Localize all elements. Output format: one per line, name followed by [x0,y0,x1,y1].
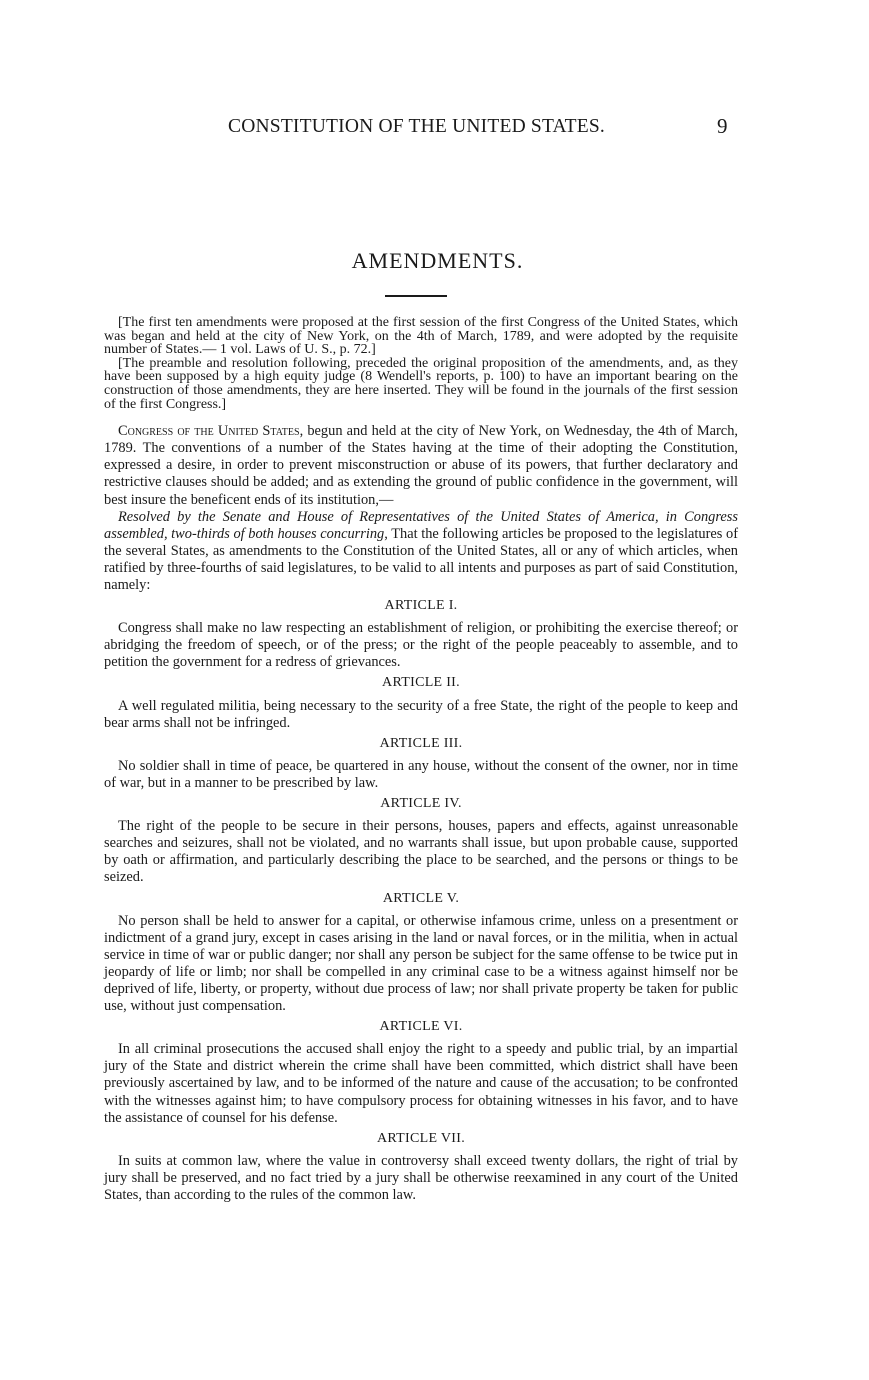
preamble-lead: Congress of the United States [118,423,300,440]
article-title: ARTICLE III. [379,735,463,751]
article-text: No person shall be held to answer for a capital, or otherwise infamous crime, unless on a presentment or indictment of a grand jury, except in cases arising in the land or naval forces, or in the militia, when in actual service in time of war or public danger; nor shall any person be subject for the same offense to be twice put in jeopardy of life or limb; nor shall be compelled in any criminal case to be a witness against himself nor be deprived of life, liberty, or property, without due process of law; nor shall private property be taken for public use, without just compensation. [104,912,738,1015]
article-text: A well regulated militia, being necessary to the security of a free State, the right of the people to keep and bear arms shall not be infringed. [104,697,738,731]
editorial-note: [The first ten amendments were proposed at the first session of the first Congress of the United States, which was began and held at the city of New York, on the 4th of March, 1789, and were adopted by the requisite number of States.— 1 vol. Laws of U. S., p. 72.] [104,315,738,358]
running-title: CONSTITUTION OF THE UNITED STATES. [228,116,605,137]
page-number: 9 [717,114,728,138]
article-text: The right of the people to be secure in their persons, houses, papers and effects, against unreasonable searches and seizures, shall not be violated, and no warrants shall issue, but upon probable cause, supported by oath or affirmation, and particularly describing the place to be searched, and the persons or things to be seized. [104,818,738,886]
article-title: ARTICLE VII. [376,1130,466,1146]
resolution-paragraph [104,509,738,594]
article-text: Congress shall make no law respecting an establishment of religion, or prohibiting the exercise thereof; or abridging the freedom of speech, or of the press; or the right of the people peaceably to assemble, and to petition the government for a redress of grievances. [104,620,738,671]
editorial-note: [The preamble and resolution following, preceded the original proposition of the amendments, and, as they have been supposed by a high equity judge (8 Wendell's reports, p. 100) to have an important bearing on the construction of those amendments, they are here inserted. They will be found in the journals of the first session of the first Congress.] [104,355,738,412]
article-title: ARTICLE V. [382,890,460,906]
preamble-paragraph [104,423,738,508]
article-title: ARTICLE I. [384,598,458,614]
article-title: ARTICLE VI. [379,1019,463,1035]
article-title: ARTICLE IV. [380,796,462,812]
document-body [104,316,738,1204]
preamble-text: , begun and held at the city of New York, on Wednesday, the 4th of March, 1789. The conventions of a number of the States having at the time of their adopting the Constitution, expressed a desire, in order to prevent misconstruction or abuse of its powers, that further declaratory and restrictive clauses should be added; and as extending the ground of public confidence in the government, will best insure the beneficent ends of its institution,— [104,423,738,508]
article-3 [104,735,738,792]
heading-rule [385,295,447,297]
article-7 [104,1130,738,1204]
article-2 [104,674,738,731]
running-header [0,116,869,142]
article-4 [104,795,738,886]
resolution-text: , That the following articles be proposed to the legislatures of the several States, as amendments to the Constitution of the United States, all or any of which articles, when ratified by three-fourths of said legislatures, to be valid to all intents and purposes as part of said Constitution, namely: [104,525,738,593]
article-text: In all criminal prosecutions the accused shall enjoy the right to a speedy and public trial, by an impartial jury of the State and district wherein the crime shall have been committed, which district shall have been previously ascertained by law, and to be informed of the nature and cause of the accusation; to be confronted with the witnesses against him; to have compulsory process for obtaining witnesses in his favor, and to have the assistance of counsel for his defense. [104,1041,738,1126]
article-6 [104,1018,738,1127]
article-5 [104,890,738,1016]
article-title: ARTICLE II. [382,675,460,691]
resolution-lead: Resolved by the Senate and House of Representatives of the United States of America, in Congress assembled, two-thirds of both houses concurring [104,508,738,542]
article-1 [104,597,738,671]
section-heading: AMENDMENTS. [351,248,524,273]
article-text: No soldier shall in time of peace, be quartered in any house, without the consent of the owner, nor in time of war, but in a manner to be prescribed by law. [104,757,738,791]
article-text: In suits at common law, where the value in controversy shall exceed twenty dollars, the right of trial by jury shall be preserved, and no fact tried by a jury shall be otherwise reexamined in any court of the United States, than according to the rules of the common law. [104,1152,738,1203]
